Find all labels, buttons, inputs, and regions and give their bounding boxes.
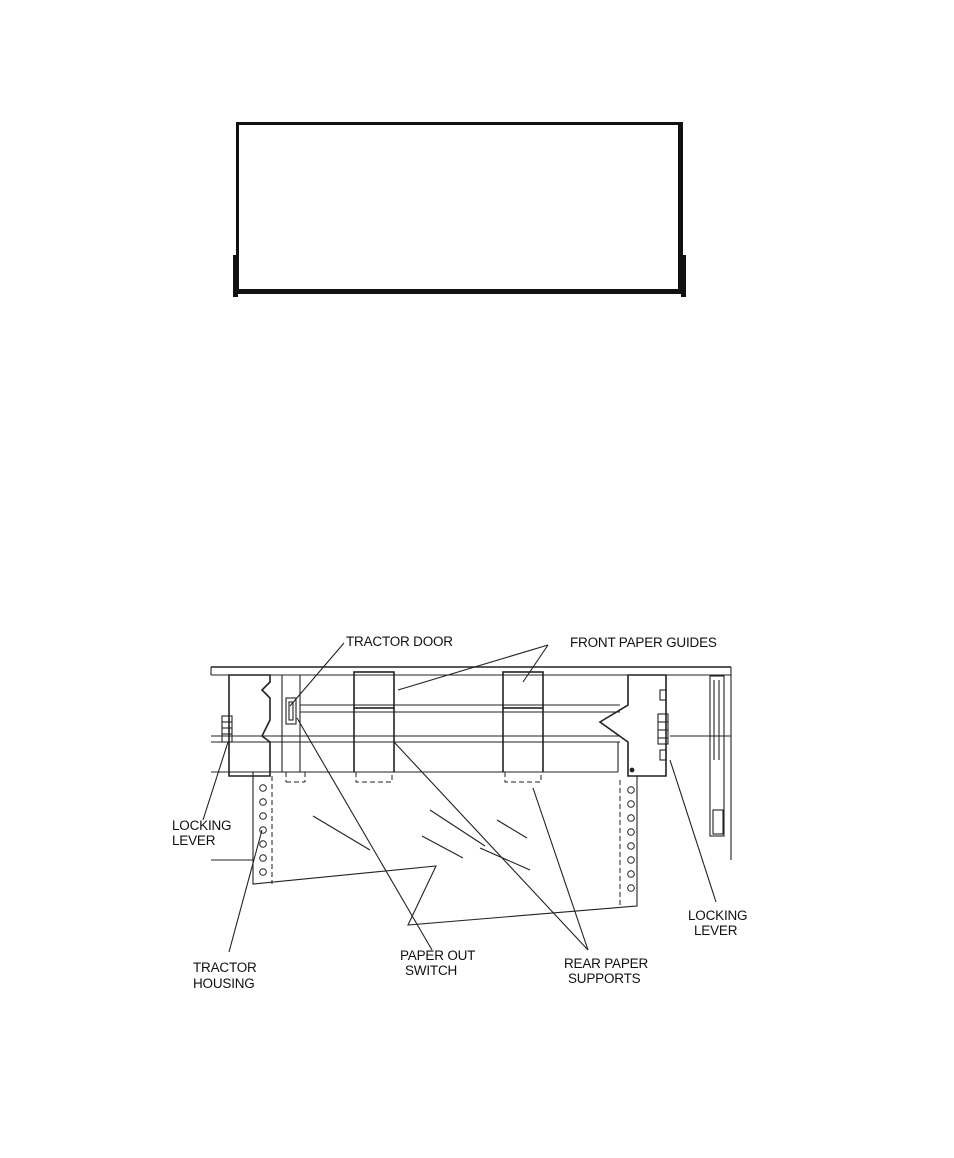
label-paper-out-switch-line1: PAPER OUT (400, 948, 475, 963)
label-rear-paper-supports-line1: REAR PAPER (564, 956, 649, 971)
label-locking-lever-right-line2: LEVER (694, 923, 738, 938)
rear-paper-supports (354, 708, 543, 782)
label-front-paper-guides: FRONT PAPER GUIDES (570, 635, 717, 650)
label-rear-paper-supports-line2: SUPPORTS (568, 971, 641, 986)
label-locking-lever-left (172, 818, 235, 848)
printer-frame (211, 667, 731, 860)
left-sprocket-holes (260, 785, 267, 876)
right-tractor (600, 675, 724, 836)
front-paper-guides (354, 672, 543, 708)
label-tractor-housing (193, 960, 260, 991)
label-locking-lever-left-line2: LEVER (172, 833, 216, 848)
leader-lines (203, 643, 716, 952)
label-locking-lever-right-line1: LOCKING (688, 908, 748, 923)
label-tractor-housing-line2: HOUSING (193, 976, 255, 991)
label-tractor-door: TRACTOR DOOR (346, 634, 453, 649)
continuous-paper (253, 772, 637, 925)
left-tractor (222, 675, 305, 782)
label-rear-paper-supports (564, 956, 652, 986)
label-locking-lever-left-line1: LOCKING (172, 818, 232, 833)
label-paper-out-switch (400, 948, 479, 978)
label-tractor-housing-line1: TRACTOR (193, 960, 257, 975)
label-locking-lever-right (688, 908, 751, 938)
label-paper-out-switch-line2: SWITCH (405, 963, 458, 978)
right-sprocket-holes (628, 787, 635, 892)
